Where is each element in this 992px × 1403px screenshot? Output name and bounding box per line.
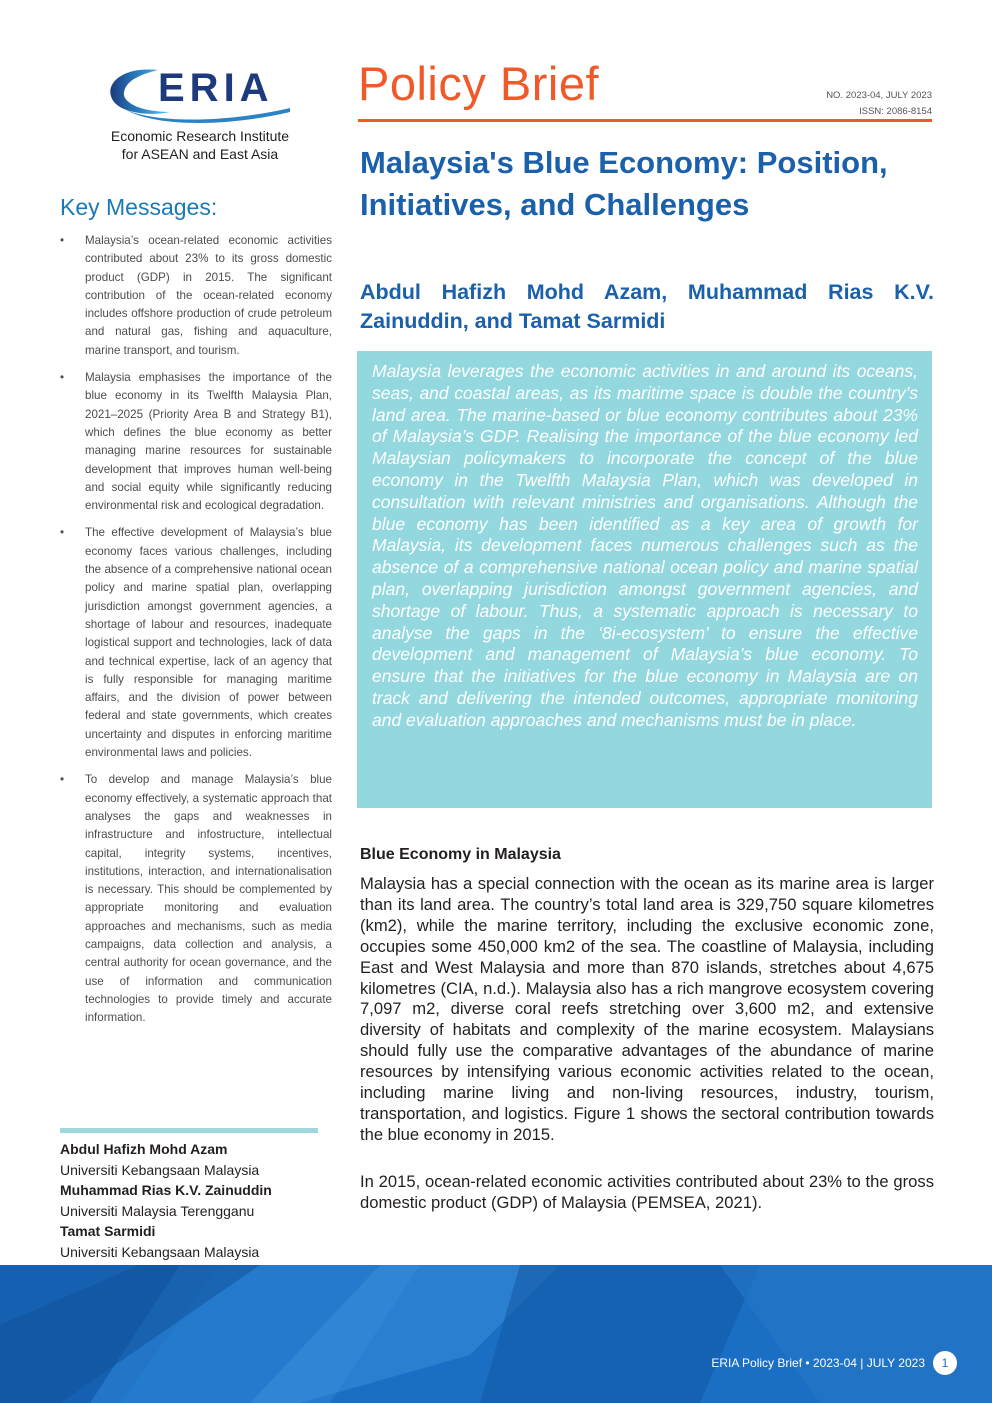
summary-text: Malaysia leverages the economic activities in and around its oceans, seas, and coastal areas, as its maritime space is double the country’s land area. The marine-based or blue economy contributes about 23% of Malaysia’s GDP. Realising the importance of the blue economy led Malaysian policymakers to incorporate the concept of the blue economy in the Twelfth Malaysia Plan, which was developed in consultation with relevant ministries and organisations. Although the blue economy has been identified as a key area of growth for Malaysia, its development faces numerous challenges such as the absence of a comprehensive national ocean policy and marine spatial plan, overlapping jurisdiction amongst government agencies, and shortage of labour. Thus, a systematic approach is necessary to analyse the gaps in the ‘8i-ecosystem’ to ensure the effective development and management of Malaysia’s blue economy. To ensure that the initiatives for the blue economy in Malaysia are on track and delivering the intended outcomes, appropriate monitoring and evaluation approaches and mechanisms must be in place.	[372, 361, 918, 730]
author-name: Muhammad Rias K.V. Zainuddin	[60, 1182, 272, 1198]
author-affiliation: Universiti Malaysia Terengganu	[60, 1202, 255, 1219]
key-message-text: Malaysia’s ocean-related economic activities contributed about 23% to its gross domestic product (GDP) in 2015. The significant contribution of the ocean-related economy includes offshore production of crude petroleum and natural gas, fishing and aquaculture, marine transport, and tourism.	[85, 234, 332, 357]
key-message-text: To develop and manage Malaysia’s blue economy effectively, a systematic approach that analyses the gaps and weaknesses in infrastructure and infostructure, intellectual capital, integrity systems, incentives, institutions, interaction, and internationalisation is necessary. This should be complemented by appropriate monitoring and evaluation approaches and mechanisms, such as media campaigns, data collection and analysis, a central authority for ocean governance, and the use of information and communication technologies to provide timely and accurate information.	[85, 773, 332, 1025]
eria-logo	[100, 62, 300, 167]
section-heading: Blue Economy in Malaysia	[360, 846, 561, 863]
key-messages-list	[60, 232, 332, 1036]
key-message-text: Malaysia emphasises the importance of the blue economy in its Twelfth Malaysia Plan, 2021–2025 (Priority Area B and Strategy B1), which defines the blue economy as better managing marine resources for sustainable development that improves human well-being and social equity while significantly reducing environmental risk and ecological degradation.	[85, 371, 332, 513]
key-messages-title: Key Messages:	[60, 194, 218, 220]
author-affiliations	[60, 1139, 350, 1262]
body-paragraph: In 2015, ocean-related economic activities contributed about 23% to the gross domestic product (GDP) of Malaysia (PEMSEA, 2021).	[360, 1172, 934, 1212]
policy-brief-title: Policy Brief	[358, 57, 600, 110]
key-message-item	[60, 771, 332, 1027]
bullet-icon: •	[60, 773, 65, 787]
page-number: 1	[933, 1351, 957, 1375]
key-message-item	[60, 232, 332, 360]
logo-subtitle-line2: for ASEAN and East Asia	[121, 146, 279, 162]
eria-wordmark: ERIA	[158, 66, 274, 110]
bullet-icon: •	[60, 526, 65, 540]
footer-text: ERIA Policy Brief • 2023-04 | JULY 2023	[711, 1356, 925, 1370]
key-message-item	[60, 369, 332, 515]
author-affiliation: Universiti Kebangsaan Malaysia	[60, 1243, 260, 1260]
issue-number: NO. 2023-04, JULY 2023	[826, 90, 932, 101]
author-name: Abdul Hafizh Mohd Azam	[60, 1141, 228, 1157]
issn: ISSN: 2086-8154	[859, 106, 932, 117]
author-affiliation: Universiti Kebangsaan Malaysia	[60, 1161, 260, 1178]
document-authors: Abdul Hafizh Mohd Azam, Muhammad Rias K.V. Zainuddin, and Tamat Sarmidi	[360, 280, 934, 333]
header-divider	[358, 119, 932, 122]
document-title: Malaysia's Blue Economy: Position, Initiatives, and Challenges	[360, 145, 888, 222]
key-message-text: The effective development of Malaysia’s blue economy faces various challenges, including the absence of a comprehensive national ocean policy and marine spatial plan, overlapping jurisdiction amongst government agencies, a shortage of labour and resources, inadequate logistical support and technologies, lack of data and technical expertise, lack of an agency that is fully responsible for managing maritime affairs, and the division of power between federal and state governments, which creates uncertainty and disputes in enforcing maritime environmental laws and policies.	[85, 526, 332, 760]
body-paragraph: Malaysia has a special connection with the ocean as its marine area is larger than its land area. The country’s total land area is 329,750 square kilometres (km2), while the marine territory, including the exclusive economic zone, occupies some 450,000 km2 of the sea. The coastline of Malaysia, including East and West Malaysia and more than 870 islands, stretches about 4,675 kilometres (CIA, n.d.). Malaysia also has a rich mangrove ecosystem covering 7,097 m2, diverse coral reefs stretching over 3,600 m2, and extensive diversity of habitats and complexity of the marine ecosystem. Malaysians should fully use the comparative advantages of the abundance of marine resources by intensifying various economic activities related to the ocean, including marine living and non-living resources, industry, tourism, transportation, and logistics. Figure 1 shows the sectoral contribution towards the blue economy in 2015.	[360, 874, 934, 1144]
bullet-icon: •	[60, 371, 65, 385]
key-message-item	[60, 524, 332, 762]
authors-divider	[60, 1128, 318, 1133]
author-name: Tamat Sarmidi	[60, 1223, 156, 1239]
footer-band	[0, 1265, 992, 1403]
logo-subtitle-line1: Economic Research Institute	[110, 128, 290, 144]
bullet-icon: •	[60, 234, 65, 247]
footer-pattern-icon	[0, 1265, 992, 1403]
